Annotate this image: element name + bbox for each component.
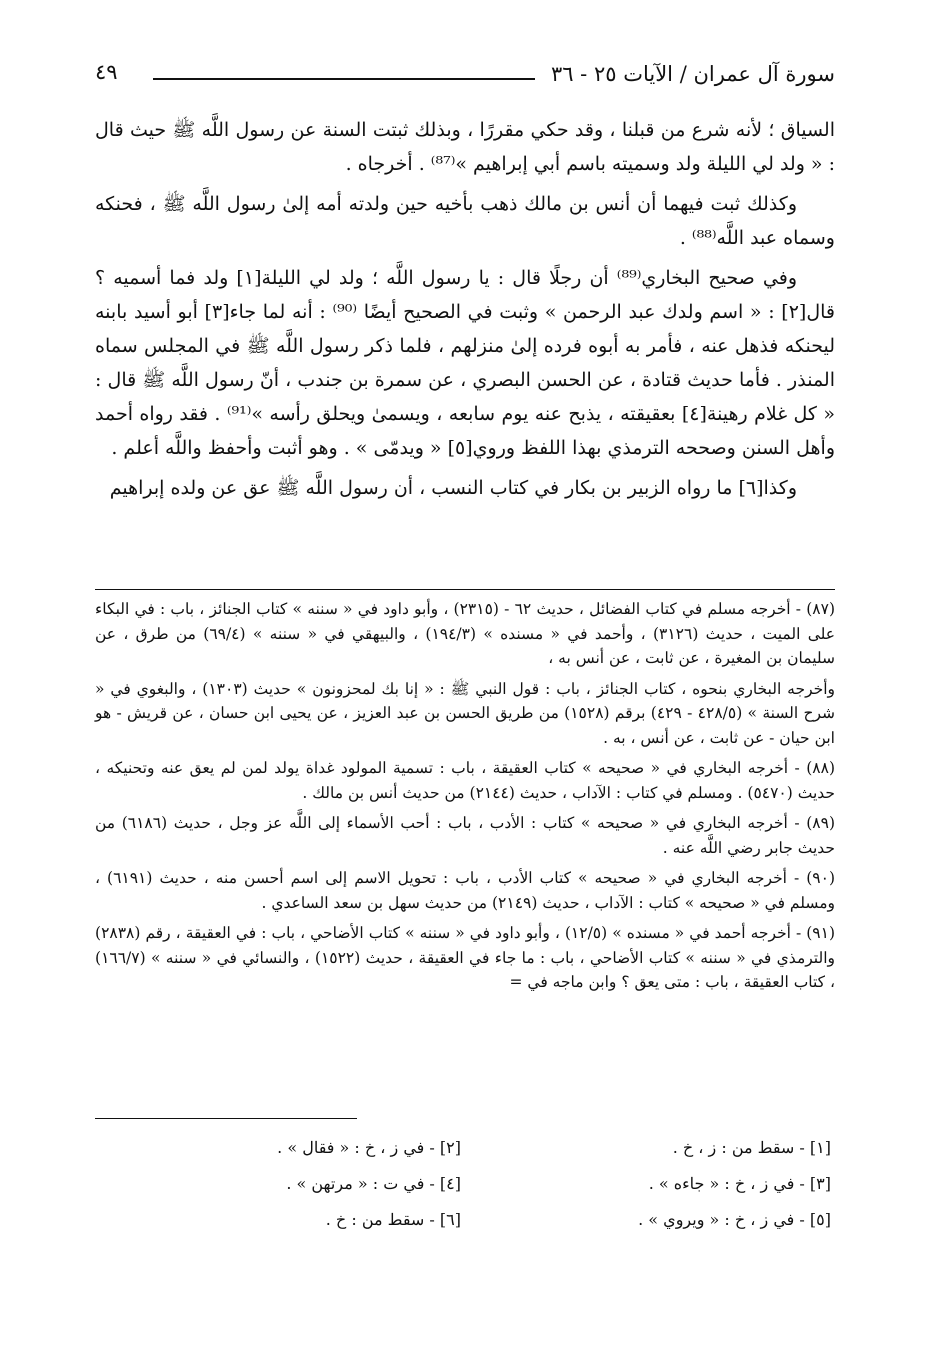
footnote-91: (٩١) - أخرجه أحمد في « مسنده » (١٢/٥) ، وأبو داود في « سننه » كتاب الأضاحي ، باب : في العقيقة ، رقم (٢٨٣٨) والترمذي في « سننه » كتاب الأضاحي ، باب : ما جاء في العقيقة ، حديث (١٥٢٢) ، والنسائي في « سننه » (١٦٦/٧) ، كتاب العقيقة ، باب : متى يعق ؟ وابن ماجه في =: [95, 924, 835, 991]
running-header: [95, 56, 835, 90]
footnote-87: (٨٧) - أخرجه مسلم في كتاب الفضائل ، حديث ٦٢ - (٢٣١٥) ، وأبو داود في « سننه » كتاب الجنائز ، باب : في البكاء على الميت ، حديث (٣١٢٦) ، وأحمد في « مسنده » (١٩٤/٣) ، والبيهقي في « سننه » (٦٩/٤) من طرق ، عن سليمان بن المغيرة ، عن ثابت ، عن أنس به ،: [95, 600, 835, 667]
footnote-89: (٨٩) - أخرجه البخاري في « صحيحه » كتاب : الأدب ، باب : أحب الأسماء إلى اللَّه عز وجل ، حديث (٦١٨٦) من حديث جابر رضي اللَّه عنه .: [95, 814, 835, 857]
paragraph-4: وكذا[٦] ما رواه الزبير بن بكار في كتاب النسب ، أن رسول اللَّه ﷺ عق عن ولده إبراهيم: [109, 477, 797, 499]
page-number: ٤٩: [95, 60, 118, 84]
paragraph-3: وفي صحيح البخاري⁽⁸⁹⁾ أن رجلًا قال : يا رسول اللَّه ؛ ولد لي الليلة[١] ولد فما أسميه ؟ قال[٢] : « اسم ولدك عبد الرحمن » وثبت في الصحيح أيضًا ⁽⁹⁰⁾ : أنه لما جاء[٣] أبو أسيد بابنه ليحنكه فذهل عنه ، فأمر به أبوه فرده إلىٰ منزلهم ، فلما ذكر رسول اللَّه ﷺ في المجلس سماه المنذر . فأما حديث قتادة ، عن الحسن البصري ، عن سمرة بن جندب ، أنّ رسول اللَّه ﷺ قال : « كل غلام رهينة[٤] بعقيقته ، يذبح عنه يوم سابعه ، ويسمىٰ ويحلق رأسه »⁽⁹¹⁾ . فقد رواه أحمد وأهل السنن وصححه الترمذي بهذا اللفظ وروي[٥] « ويدمّى » . وهو أثبت وأحفظ واللَّه أعلم .: [95, 267, 835, 459]
paragraph-2: وكذلك ثبت فيهما أن أنس بن مالك ذهب بأخيه حين ولدته أمه إلىٰ رسول اللَّه ﷺ ، فحنكه وسماه عبد اللَّه⁽⁸⁸⁾ .: [95, 193, 835, 249]
variant-3: [٣] - في ز ، خ : « جاءه » .: [648, 1174, 831, 1193]
paragraph-1: السياق ؛ لأنه شرع من قبلنا ، وقد حكي مقررًا ، وبذلك ثبتت السنة عن رسول اللَّه ﷺ حيث قال : « ولد لي الليلة ولد وسميته باسم أبي إبراهيم »⁽⁸⁷⁾ . أخرجاه .: [95, 119, 835, 175]
footnote-88: (٨٨) - أخرجه البخاري في « صحيحه » كتاب العقيقة ، باب : تسمية المولود غداة يولد لمن لم يعق عنه وتحنيكه ، حديث (٥٤٧٠) . ومسلم في كتاب : الآداب ، حديث (٢١٤٤) من حديث أنس بن مالك .: [95, 759, 835, 802]
main-text: [95, 113, 835, 511]
variant-5: [٥] - في ز ، خ : « ويروي » .: [638, 1210, 831, 1229]
variant-4: [٤] - في ت : « مرتهن » .: [286, 1174, 461, 1193]
header-rule: [153, 78, 535, 80]
variant-2: [٢] - في ز ، خ : « فقال » .: [277, 1138, 461, 1157]
variants-separator: [95, 1118, 357, 1119]
header-title: سورة آل عمران / الآيات ٢٥ - ٣٦: [550, 62, 835, 86]
footnotes: [95, 597, 835, 1001]
manuscript-variants: [91, 1136, 831, 1232]
footnote-separator: [95, 589, 835, 590]
variant-1: [١] - سقط من : ز ، خ .: [672, 1138, 831, 1157]
variant-6: [٦] - سقط من : خ .: [325, 1210, 461, 1229]
footnote-90: (٩٠) - أخرجه البخاري في « صحيحه » كتاب الأدب ، باب : تحويل الاسم إلى اسم أحسن منه ، حديث (٦١٩١) ، ومسلم في « صحيحه » كتاب : الآداب ، حديث (٢١٤٩) من حديث سهل بن سعد الساعدي .: [95, 869, 835, 912]
footnote-87-cont: وأخرجه البخاري بنحوه ، كتاب الجنائز ، باب : قول النبي ﷺ : « إنا بك لمحزونون » حديث (١٣٠٣) ، والبغوي في « شرح السنة » (٤٢٨/٥ - ٤٢٩) برقم (١٥٢٨) من طريق الحسن بن عبد العزيز ، عن يحيى ابن حسان ، عن قريش - هو ابن حيان - عن ثابت ، عن أنس ، به .: [95, 679, 836, 747]
